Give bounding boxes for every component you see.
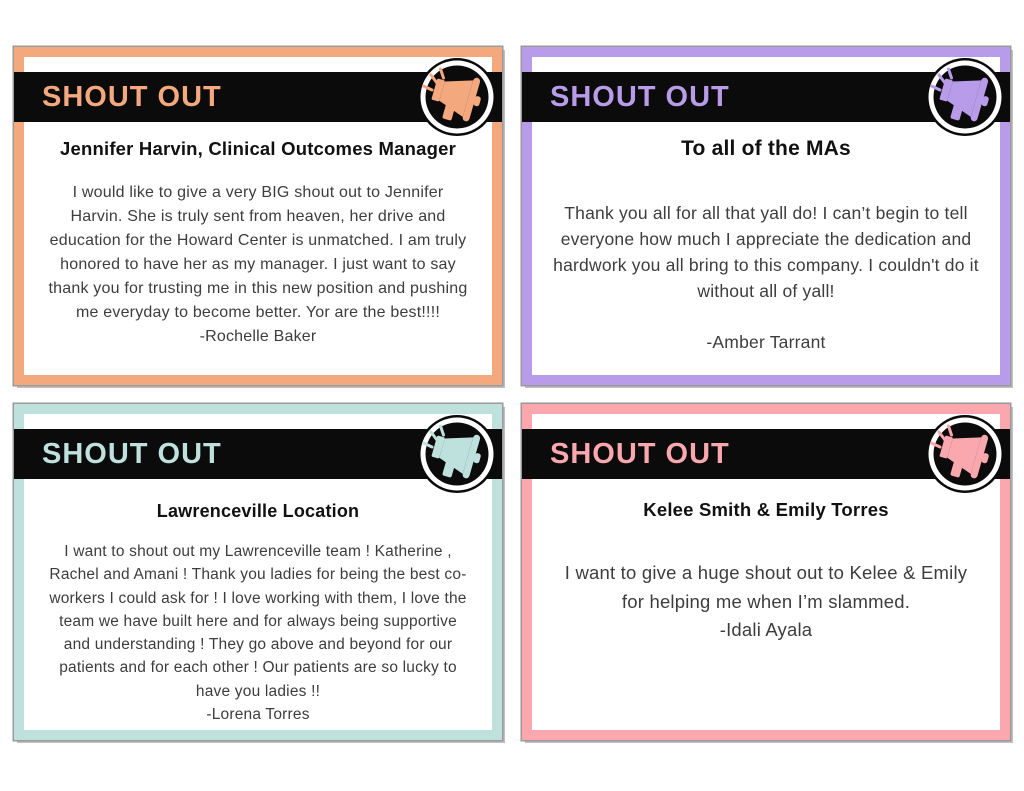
card-title: Jennifer Harvin, Clinical Outcomes Manager (60, 138, 456, 159)
card-content (24, 479, 492, 730)
shout-out-card-2 (522, 47, 1010, 385)
card-content (24, 122, 492, 375)
card-title: Kelee Smith & Emily Torres (643, 499, 889, 520)
card-title: To all of the MAs (681, 137, 851, 160)
shout-out-card-4 (522, 404, 1010, 740)
card-attribution: -Rochelle Baker (199, 328, 317, 345)
banner-title: SHOUT OUT (550, 80, 730, 113)
card-body: I want to give a huge shout out to Kelee & Emily for helping me when I’m slammed. (564, 562, 968, 612)
shout-out-card-1 (14, 47, 502, 385)
card-body: Thank you all for all that yall do! I can’t begin to tell everyone how much I appreciate the dedication and hardwork you all bring to this company. I couldn't do it without all of yall! (553, 203, 979, 301)
card-content (532, 479, 1000, 730)
banner-title: SHOUT OUT (550, 437, 730, 470)
shout-out-card-3 (14, 404, 502, 740)
card-attribution: -Lorena Torres (206, 705, 310, 723)
card-body: I want to shout out my Lawrenceville team ! Katherine , Rachel and Amani ! Thank you ladies for being the best co-workers I could ask for ! I love working with them, I love the team we have built here and for always being supportive and understanding ! They go above and beyond for our patients and for each other ! Our patients are so lucky to have you ladies !! (49, 543, 467, 700)
megaphone-icon (925, 57, 1005, 137)
megaphone-icon (417, 414, 497, 494)
card-body: I would like to give a very BIG shout out to Jennifer Harvin. She is truly sent from heaven, her drive and education for the Howard Center is unmatched. I am truly honored to have her as my manager. I just want to say thank you for trusting me in this new position and pushing me everyday to become better. Yor are the best!!!! (48, 184, 468, 321)
megaphone-icon (417, 57, 497, 137)
card-attribution: -Idali Ayala (719, 619, 813, 641)
card-attribution: -Amber Tarrant (706, 331, 826, 352)
banner-title: SHOUT OUT (42, 437, 222, 470)
card-title: Lawrenceville Location (156, 501, 360, 521)
megaphone-icon (925, 414, 1005, 494)
card-content (532, 122, 1000, 375)
banner-title: SHOUT OUT (42, 80, 222, 113)
